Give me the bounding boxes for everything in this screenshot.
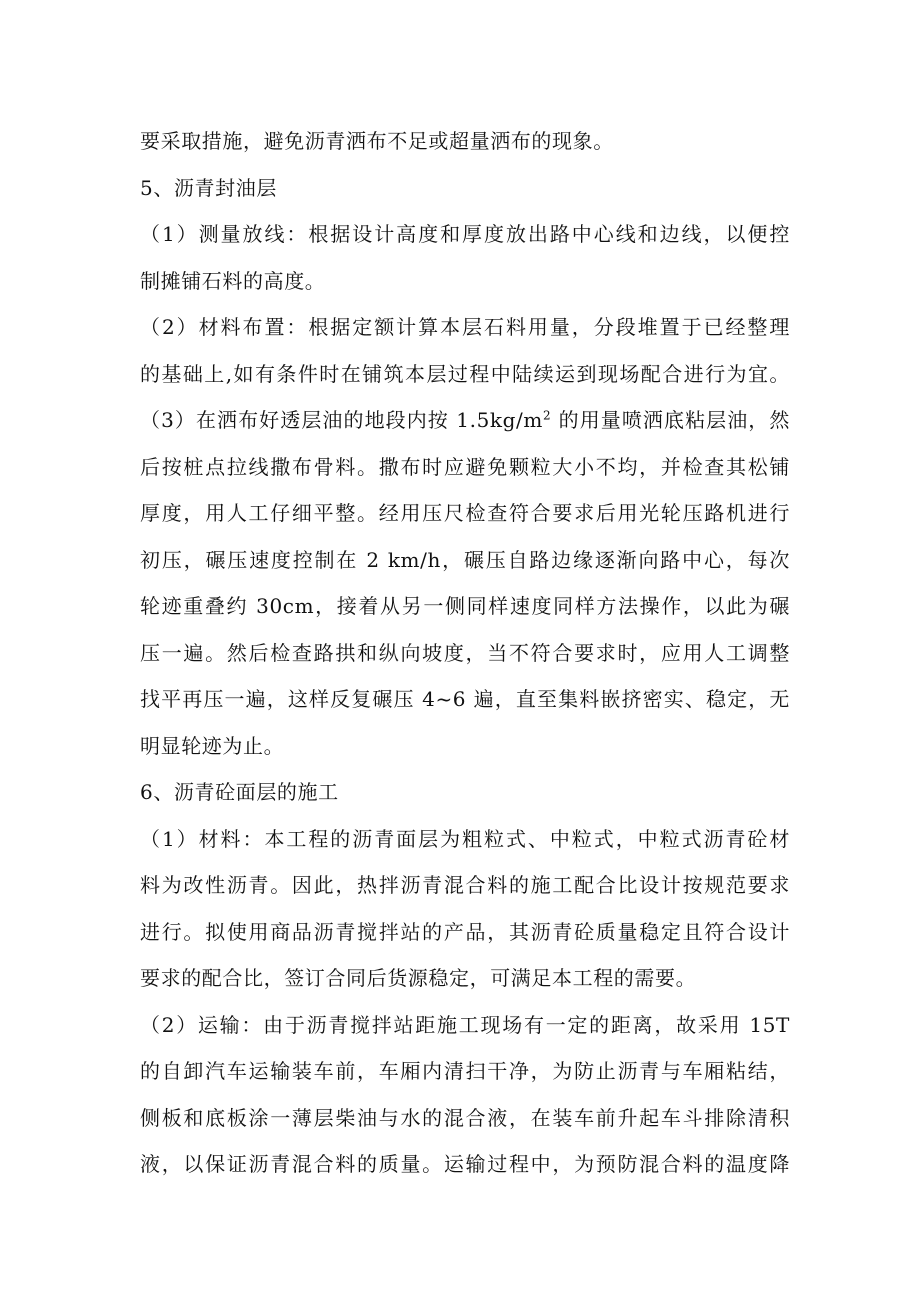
document-body: [140, 118, 790, 1188]
text-line: 轮迹重叠约 30cm，接着从另一侧同样速度同样方法操作，以此为碾: [140, 594, 790, 618]
text-fragment: （3）在洒布好透层油的地段内按 1.5kg/m: [140, 408, 543, 432]
text-line: 要采取措施，避免沥青洒布不足或超量洒布的现象。: [140, 129, 614, 153]
text-line: 初压，碾压速度控制在 2 km/h，碾压自路边缘逐渐向路中心，每次: [140, 547, 790, 572]
text-line: [140, 397, 790, 444]
text-line: 厚度，用人工仔细平整。经用压尺检查符合要求后用光轮压路机进行: [140, 501, 790, 525]
text-line: 液，以保证沥青混合料的质量。运输过程中，为预防混合料的温度降: [140, 1152, 790, 1176]
text-line: 的自卸汽车运输装车前，车厢内清扫干净，为防止沥青与车厢粘结，: [140, 1059, 790, 1083]
text-line: 找平再压一遍，这样反复碾压 4~6 遍，直至集料嵌挤密实、稳定，无: [140, 687, 790, 711]
text-line: 的基础上,如有条件时在铺筑本层过程中陆续运到现场配合进行为宜。: [140, 361, 790, 386]
text-line: 后按桩点拉线撒布骨料。撒布时应避免颗粒大小不均，并检查其松铺: [140, 454, 790, 479]
section-heading-6: 6、沥青砼面层的施工: [140, 780, 339, 804]
text-line: （1）测量放线：根据设计高度和厚度放出路中心线和边线，以便控: [140, 222, 790, 246]
text-line: （2）运输：由于沥青搅拌站距施工现场有一定的距离，故采用 15T: [140, 1012, 790, 1037]
text-line: （2）材料布置：根据定额计算本层石料用量，分段堆置于已经整理: [140, 315, 790, 339]
text-line: 要求的配合比，签订合同后货源稳定，可满足本工程的需要。: [140, 966, 697, 990]
text-fragment: 的用量喷洒底粘层油，然: [551, 408, 790, 432]
text-line: （1）材料：本工程的沥青面层为粗粒式、中粒式，中粒式沥青砼材: [140, 826, 790, 851]
superscript: 2: [542, 408, 552, 423]
text-line: 压一遍。然后检查路拱和纵向坡度，当不符合要求时，应用人工调整: [140, 640, 790, 665]
text-line: 明显轮迹为止。: [140, 733, 285, 758]
text-line: 侧板和底板涂一薄层柴油与水的混合液，在装车前升起车斗排除清积: [140, 1105, 790, 1130]
text-line: 料为改性沥青。因此，热拌沥青混合料的施工配合比设计按规范要求: [140, 873, 790, 897]
text-line: 进行。拟使用商品沥青搅拌站的产品，其沥青砼质量稳定且符合设计: [140, 919, 790, 944]
text-line: 制摊铺石料的高度。: [140, 268, 326, 293]
section-heading-5: 5、沥青封油层: [140, 175, 277, 200]
